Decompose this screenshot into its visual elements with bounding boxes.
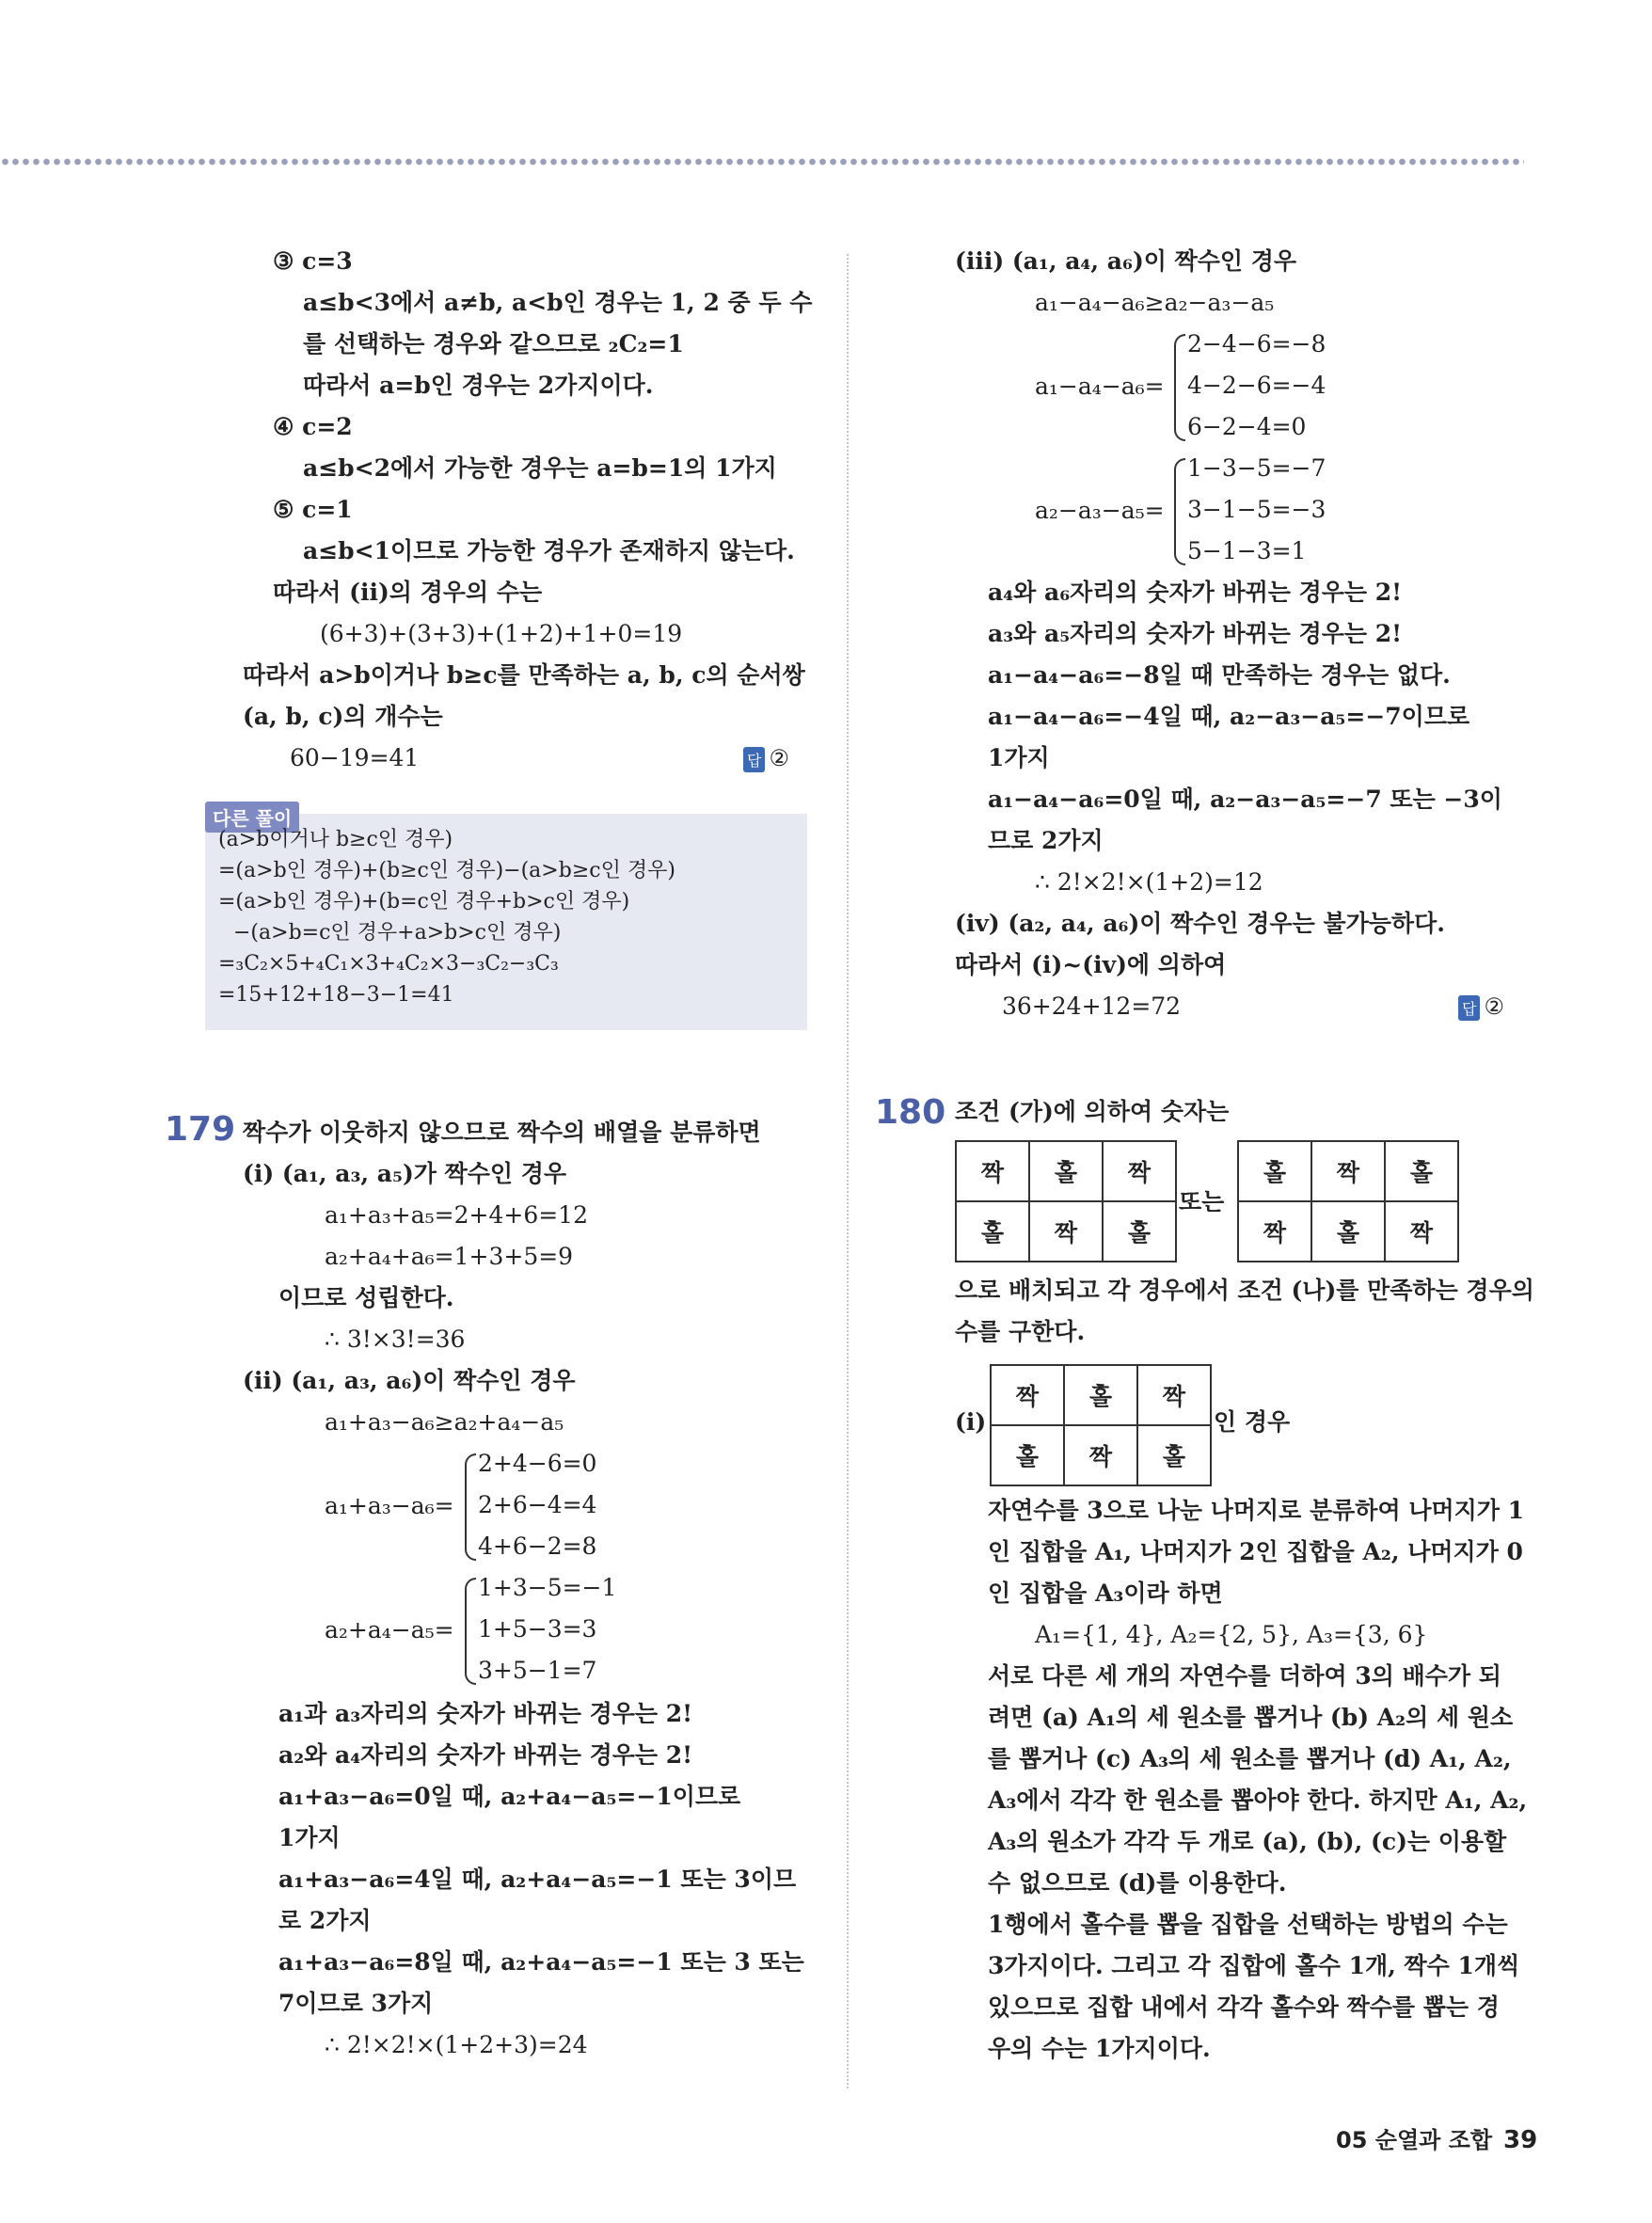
arrangement-grid-1 (955, 1140, 1177, 1262)
text-line: a₄와 a₆자리의 숫자가 바뀌는 경우는 2! (988, 579, 1403, 606)
grid-cell: 짝 (1311, 1141, 1385, 1201)
text-line: 3가지이다. 그리고 각 집합에 홀수 1개, 짝수 1개씩 (988, 1952, 1520, 1979)
text-line: a₁과 a₃자리의 숫자가 바뀌는 경우는 2! (278, 1700, 693, 1727)
case-heading: (i) (a₁, a₃, a₅)가 짝수인 경우 (243, 1160, 567, 1187)
grid-cell: 홀 (1029, 1141, 1103, 1201)
brace (1174, 334, 1185, 441)
text-line: 1가지 (988, 744, 1050, 771)
case-heading: (iv) (a₂, a₄, a₆)이 짝수인 경우는 불가능하다. (955, 910, 1445, 937)
alt-line: (a>b이거나 b≥c인 경우) (218, 828, 453, 851)
text-line: a₁+a₃−a₆=4일 때, a₂+a₄−a₅=−1 또는 3이므 (278, 1866, 797, 1893)
text-line: 려면 (a) A₁의 세 원소를 뽑거나 (b) A₂의 세 원소 (988, 1704, 1514, 1731)
problem-number-180: 180 (875, 1093, 946, 1132)
case-c2: ④ c=2 (273, 413, 353, 440)
equation: a₁+a₃−a₆= (325, 1492, 454, 1519)
equation: 2+4−6=0 (478, 1450, 597, 1477)
case-c3: ③ c=3 (273, 247, 353, 275)
text-line: 조건 (가)에 의하여 숫자는 (955, 1098, 1230, 1125)
grid-cell: 홀 (1137, 1425, 1211, 1485)
equation: ∴ 2!×2!×(1+2+3)=24 (325, 2031, 588, 2058)
brace (465, 1453, 476, 1561)
equation: a₂+a₄−a₅= (325, 1616, 454, 1643)
text-line: 인 집합을 A₁, 나머지가 2인 집합을 A₂, 나머지가 0 (988, 1538, 1523, 1565)
equation: ∴ 2!×2!×(1+2)=12 (1035, 868, 1263, 896)
page-footer (1336, 2121, 1537, 2154)
text-line: 수 없으므로 (d)를 이용한다. (988, 1869, 1287, 1897)
text-line: A₃의 원소가 각각 두 개로 (a), (b), (c)는 이용할 (988, 1828, 1507, 1855)
alt-line: =(a>b인 경우)+(b=c인 경우+b>c인 경우) (218, 890, 630, 913)
equation: 4+6−2=8 (478, 1532, 597, 1560)
grid-cell: 짝 (1103, 1141, 1176, 1201)
grid-cell: 짝 (1064, 1425, 1137, 1485)
text-line: 로 2가지 (278, 1907, 372, 1934)
text-line: 으로 배치되고 각 경우에서 조건 (나)를 만족하는 경우의 (955, 1277, 1534, 1304)
arrangement-grid-2 (1237, 1140, 1459, 1262)
text-line: 를 뽑거나 (c) A₃의 세 원소를 뽑거나 (d) A₁, A₂, (988, 1745, 1512, 1772)
equation: 1−3−5=−7 (1187, 454, 1326, 482)
grid-cell: 짝 (1137, 1365, 1211, 1425)
equation: (6+3)+(3+3)+(1+2)+1+0=19 (320, 620, 683, 647)
text-line: 따라서 a>b이거나 b≥c를 만족하는 a, b, c의 순서쌍 (243, 661, 805, 689)
grid-cell: 홀 (1385, 1141, 1458, 1201)
equation: 6−2−4=0 (1187, 413, 1307, 440)
alt-line: =₃C₂×5+₄C₁×3+₄C₂×3−₃C₂−₃C₃ (218, 952, 559, 976)
equation: 36+24+12=72 (1002, 992, 1182, 1020)
answer-tag: 답 (743, 747, 765, 772)
grid-cell: 홀 (991, 1425, 1064, 1485)
equation: 2+6−4=4 (478, 1491, 597, 1518)
equation: 3−1−5=−3 (1187, 496, 1326, 523)
text-line: 수를 구한다. (955, 1318, 1086, 1345)
equation: 2−4−6=−8 (1187, 330, 1326, 357)
case-suffix: 인 경우 (1214, 1408, 1291, 1436)
text-line: 이므로 성립한다. (278, 1284, 454, 1311)
grid-cell: 짝 (1029, 1201, 1103, 1262)
alt-line: −(a>b=c인 경우+a>b>c인 경우) (233, 921, 562, 945)
case-label: (i) (955, 1408, 987, 1436)
equation: a₁−a₄−a₆= (1035, 373, 1165, 400)
equation: 1+3−5=−1 (478, 1574, 617, 1601)
equation: a₂+a₄+a₆=1+3+5=9 (325, 1243, 574, 1270)
text-line: a₁−a₄−a₆=0일 때, a₂−a₃−a₅=−7 또는 −3이 (988, 786, 1502, 813)
text-line: 1행에서 홀수를 뽑을 집합을 선택하는 방법의 수는 (988, 1911, 1508, 1938)
text-line: a≤b<3에서 a≠b, a<b인 경우는 1, 2 중 두 수 (303, 289, 813, 316)
equation: 60−19=41 (290, 744, 420, 771)
text-line: a≤b<1이므로 가능한 경우가 존재하지 않는다. (303, 537, 795, 564)
answer-mark: 답 ② (1458, 993, 1504, 1021)
case-heading: (iii) (a₁, a₄, a₆)이 짝수인 경우 (955, 247, 1297, 275)
text-line: 자연수를 3으로 나눈 나머지로 분류하여 나머지가 1 (988, 1497, 1525, 1524)
text-line: 므로 2가지 (988, 827, 1104, 854)
or-label: 또는 (1179, 1188, 1225, 1215)
grid-cell: 짝 (991, 1365, 1064, 1425)
equation: a₁+a₃+a₅=2+4+6=12 (325, 1201, 588, 1229)
text-line: a₁−a₄−a₆=−8일 때 만족하는 경우는 없다. (988, 661, 1451, 689)
equation: 1+5−3=3 (478, 1615, 597, 1643)
grid-cell: 홀 (1238, 1141, 1311, 1201)
grid-cell: 홀 (1103, 1201, 1176, 1262)
grid-cell: 홀 (1064, 1365, 1137, 1425)
text-line: 따라서 a=b인 경우는 2가지이다. (303, 372, 654, 399)
text-line: 따라서 (i)~(iv)에 의하여 (955, 951, 1227, 978)
text-line: a₁−a₄−a₆=−4일 때, a₂−a₃−a₅=−7이므로 (988, 703, 1470, 730)
grid-cell: 홀 (956, 1201, 1029, 1262)
answer-mark: 답 ② (743, 745, 789, 772)
grid-cell: 홀 (1311, 1201, 1385, 1262)
text-line: 있으므로 집합 내에서 각각 홀수와 짝수를 뽑는 경 (988, 1993, 1500, 2021)
arrangement-grid-case (990, 1364, 1212, 1486)
brace (1174, 458, 1185, 565)
grid-cell: 짝 (1238, 1201, 1311, 1262)
text-line: a₂와 a₄자리의 숫자가 바뀌는 경우는 2! (278, 1741, 693, 1769)
brace (465, 1578, 476, 1685)
text-line: 를 선택하는 경우와 같으므로 ₂C₂=1 (303, 330, 684, 357)
grid-cell: 짝 (1385, 1201, 1458, 1262)
case-heading: (ii) (a₁, a₃, a₆)이 짝수인 경우 (243, 1367, 576, 1394)
alt-line: =(a>b인 경우)+(b≥c인 경우)−(a>b≥c인 경우) (218, 859, 675, 882)
problem-number-179: 179 (165, 1110, 236, 1149)
equation: 4−2−6=−4 (1187, 372, 1326, 399)
text-line: 7이므로 3가지 (278, 1990, 434, 2017)
text-line: (a, b, c)의 개수는 (243, 703, 443, 730)
page-number: 39 (1503, 2126, 1538, 2154)
chapter-title: 05 순열과 조합 (1336, 2127, 1493, 2153)
text-line: a≤b<2에서 가능한 경우는 a=b=1의 1가지 (303, 454, 777, 482)
dotted-header-rule (0, 156, 1524, 167)
text-line: 따라서 (ii)의 경우의 수는 (273, 579, 543, 606)
column-divider (847, 254, 849, 2088)
text-line: a₁+a₃−a₆=0일 때, a₂+a₄−a₅=−1이므로 (278, 1783, 741, 1810)
equation: a₁+a₃−a₆≥a₂+a₄−a₅ (325, 1408, 564, 1436)
text-line: 서로 다른 세 개의 자연수를 더하여 3의 배수가 되 (988, 1662, 1501, 1690)
alt-line: =15+12+18−3−1=41 (218, 983, 454, 1007)
text-line: 인 집합을 A₃이라 하면 (988, 1580, 1223, 1607)
equation: 3+5−1=7 (478, 1657, 597, 1684)
text-line: a₁+a₃−a₆=8일 때, a₂+a₄−a₅=−1 또는 3 또는 (278, 1948, 804, 1976)
equation: ∴ 3!×3!=36 (325, 1326, 466, 1353)
answer-tag: 답 (1458, 995, 1480, 1021)
equation: 5−1−3=1 (1187, 537, 1307, 564)
equation: A₁={1, 4}, A₂={2, 5}, A₃={3, 6} (1035, 1621, 1428, 1648)
text-line: a₃와 a₅자리의 숫자가 바뀌는 경우는 2! (988, 620, 1403, 647)
text-line: 우의 수는 1가지이다. (988, 2035, 1211, 2062)
equation: a₂−a₃−a₅= (1035, 497, 1165, 524)
case-c1: ⑤ c=1 (273, 496, 353, 523)
text-line: 짝수가 이웃하지 않으므로 짝수의 배열을 분류하면 (243, 1119, 761, 1146)
text-line: 1가지 (278, 1824, 341, 1851)
equation: a₁−a₄−a₆≥a₂−a₃−a₅ (1035, 289, 1275, 316)
text-line: A₃에서 각각 한 원소를 뽑아야 한다. 하지만 A₁, A₂, (988, 1786, 1528, 1814)
grid-cell: 짝 (956, 1141, 1029, 1201)
alternate-solution-label: 다른 풀이 (205, 802, 299, 833)
